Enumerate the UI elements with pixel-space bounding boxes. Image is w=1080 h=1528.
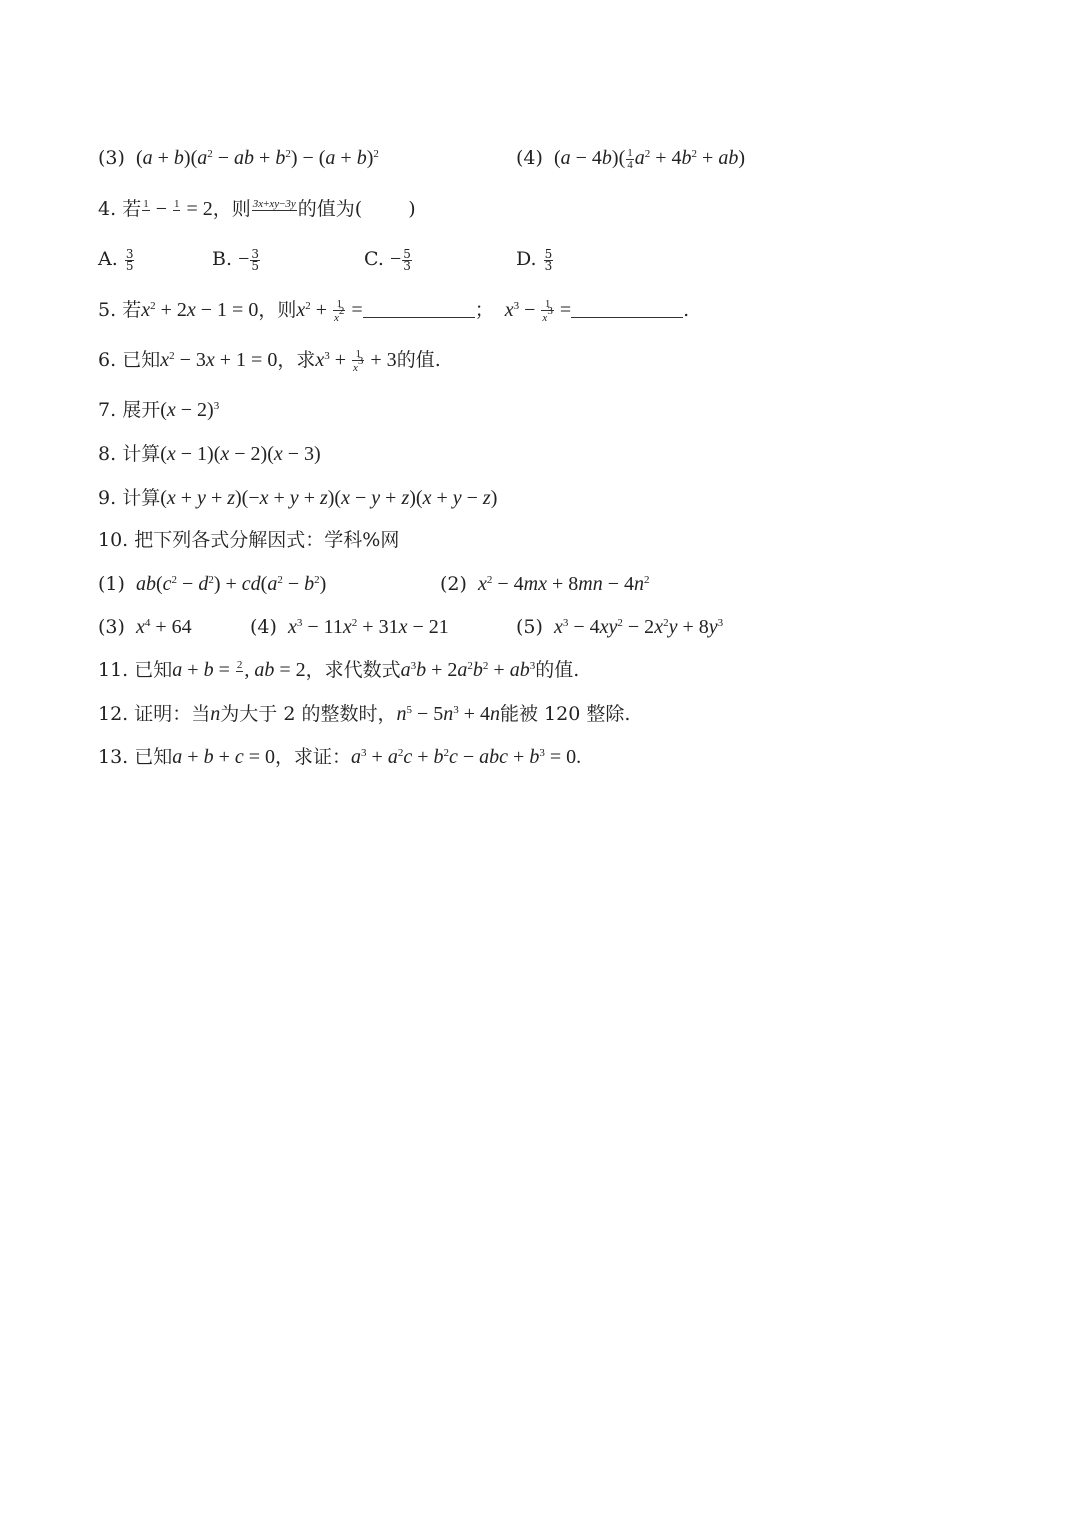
expression: $a^3b + 2a^2b^2 + ab^3$ bbox=[400, 659, 536, 681]
text: 能被 120 整除. bbox=[500, 703, 631, 725]
question-12 bbox=[98, 702, 630, 726]
question-9 bbox=[98, 486, 497, 510]
question-number: 5. bbox=[98, 299, 117, 321]
text: ，求 bbox=[277, 349, 316, 371]
text: ，则 bbox=[212, 198, 251, 220]
part-label: (1) bbox=[98, 573, 125, 595]
question-11 bbox=[98, 658, 579, 683]
option-d bbox=[516, 247, 554, 272]
answer-blank-2[interactable] bbox=[571, 299, 683, 318]
option-fraction: $\frac{5}{3}$ bbox=[544, 246, 553, 273]
text: 证明：当 bbox=[134, 703, 211, 725]
text: 计算 bbox=[122, 443, 161, 465]
option-label: A. bbox=[98, 248, 118, 270]
option-c bbox=[364, 247, 413, 272]
expression: $x^3 - 11x^2 + 31x - 21$ bbox=[287, 616, 449, 638]
text: 已知 bbox=[134, 659, 173, 681]
text: ； bbox=[474, 299, 494, 321]
text: 的值为( bbox=[297, 198, 363, 220]
question-number: 8. bbox=[98, 443, 117, 465]
q3-part4 bbox=[516, 146, 745, 171]
condition: 1 − 1 = 2 bbox=[143, 197, 213, 220]
text: 为大于 2 的整数时， bbox=[220, 703, 397, 725]
q10-part4 bbox=[250, 615, 449, 639]
part-label: (3) bbox=[98, 147, 125, 169]
text: 的值. bbox=[535, 659, 580, 681]
expression: $x^3 - 4xy^2 - 2x^2y + 8y^3$ bbox=[553, 616, 724, 638]
q10-part5 bbox=[516, 615, 723, 639]
question-number: 7. bbox=[98, 399, 117, 421]
question-number: 9. bbox=[98, 487, 117, 509]
question-4 bbox=[98, 197, 416, 222]
part-label: (4) bbox=[250, 616, 277, 638]
question-8 bbox=[98, 442, 321, 466]
expression: $x^4 + 64$ bbox=[135, 616, 192, 638]
condition: $x^2 + 2x - 1 = 0$ bbox=[141, 299, 259, 321]
question-6 bbox=[98, 348, 441, 374]
option-a bbox=[98, 247, 135, 272]
question-5 bbox=[98, 298, 689, 324]
option-b bbox=[212, 247, 261, 272]
question-10 bbox=[98, 528, 399, 552]
part-label: (2) bbox=[440, 573, 467, 595]
variable: n bbox=[210, 703, 221, 725]
question-number: 6. bbox=[98, 349, 117, 371]
expression: $x^3$ + $\frac{1}{x^3}$ + 3 bbox=[315, 347, 397, 374]
expression-2: $x^3$ − $\frac{1}{x^3}$ = bbox=[504, 297, 572, 324]
option-sign: − bbox=[238, 248, 250, 270]
target-expression: 3x+xy−3y bbox=[252, 197, 296, 210]
expression: (a − 4b)( $\frac{1}{4}$ $a^2 + 4b^2 + ab$) bbox=[548, 146, 745, 171]
question-number: 11. bbox=[98, 659, 129, 681]
expression: (x + y + z)(−x + y + z)(x − y + z)(x + y − z) bbox=[160, 487, 498, 509]
text: 已知 bbox=[134, 746, 173, 768]
option-label: B. bbox=[212, 248, 233, 270]
expression: $a^3 + a^2c + b^2c$ − abc + $b^3 = 0$. bbox=[351, 746, 582, 768]
text: ，求代数式 bbox=[305, 659, 401, 681]
text: . bbox=[683, 299, 690, 321]
text: 若 bbox=[122, 299, 142, 321]
condition: a + b + c = 0 bbox=[172, 746, 276, 768]
q10-part1 bbox=[98, 572, 326, 596]
q3-part3 bbox=[98, 146, 379, 170]
question-number: 12. bbox=[98, 703, 129, 725]
text: 展开 bbox=[122, 399, 161, 421]
text: 计算 bbox=[122, 487, 161, 509]
question-7 bbox=[98, 398, 219, 422]
question-number: 4. bbox=[98, 198, 117, 220]
expression: $ab(c^2 - d^2) + cd(a^2 - b^2)$ bbox=[135, 573, 327, 595]
text: 把下列各式分解因式：学科%网 bbox=[134, 529, 400, 551]
part-label: (5) bbox=[516, 616, 543, 638]
expression-1: $x^2$ + $\frac{1}{x^2}$ = bbox=[296, 297, 363, 324]
option-fraction: $\frac{3}{5}$ bbox=[125, 246, 134, 273]
text: ) bbox=[408, 198, 416, 220]
expression: $(x - 2)^3$ bbox=[160, 399, 220, 421]
answer-blank-1[interactable] bbox=[363, 299, 475, 318]
option-sign: − bbox=[389, 248, 402, 270]
option-fraction: $\frac{5}{3}$ bbox=[403, 246, 411, 273]
text: 若 bbox=[122, 198, 142, 220]
text: 已知 bbox=[122, 349, 161, 371]
question-number: 13. bbox=[98, 746, 129, 768]
question-number: 10. bbox=[98, 529, 129, 551]
text: ，求证： bbox=[275, 746, 352, 768]
expression: $n^5 - 5n^3 + 4n$ bbox=[396, 703, 501, 725]
question-13 bbox=[98, 745, 581, 769]
text: ，则 bbox=[258, 299, 297, 321]
expression: $x^2 - 4mx + 8mn - 4n^2$ bbox=[477, 573, 650, 595]
condition: $x^2 - 3x + 1 = 0$ bbox=[160, 349, 278, 371]
option-fraction: $\frac{3}{5}$ bbox=[251, 246, 259, 273]
option-label: C. bbox=[364, 248, 384, 270]
part-label: (4) bbox=[516, 147, 543, 169]
condition: a + b = 2 , ab = 2 bbox=[172, 658, 306, 681]
option-label: D. bbox=[516, 248, 537, 270]
part-label: (3) bbox=[98, 616, 125, 638]
expression: $(a + b)(a^2$ − ab + $b^2) - (a + b)^2$ bbox=[130, 147, 379, 169]
expression: (x − 1)(x − 2)(x − 3) bbox=[160, 443, 321, 465]
text: 的值. bbox=[396, 349, 441, 371]
q10-part2 bbox=[440, 572, 649, 596]
q10-part3 bbox=[98, 615, 192, 639]
